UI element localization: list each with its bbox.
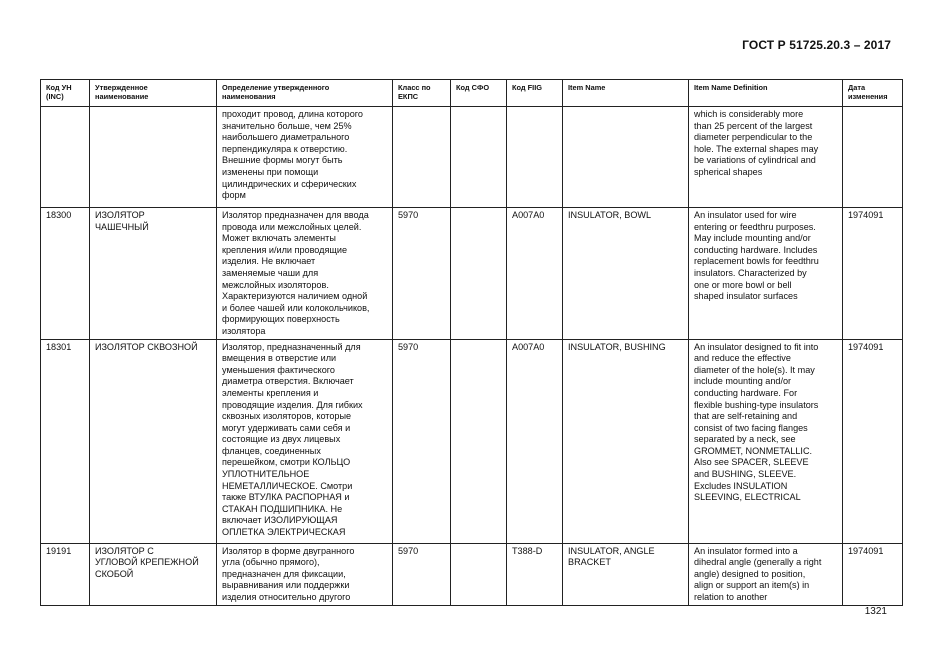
cell-sfo [451,543,507,605]
cell-sfo [451,208,507,340]
header-change-date-label: Дата изменения [848,83,888,102]
cell-inc-text: 18301 [46,341,72,352]
cell-definition-en-text: which is considerably more than 25 percent of the largest diameter perpendicular to the hole. The external shapes may be variations of cylindrical and spherical shapes [694,109,819,177]
cell-item-name-text: INSULATOR, BOWL [568,210,652,220]
cell-fiig [507,339,563,543]
header-sfo-code [451,80,507,107]
header-fiig-code [507,80,563,107]
cell-date [843,107,903,208]
header-definition-ru-label: Определение утвержденного наименования [222,83,330,102]
header-approved-name-label: Утвержденное наименование [95,83,149,102]
cell-inc [41,107,90,208]
header-sfo-code-label: Код СФО [456,83,490,92]
catalog-table [40,79,903,606]
header-item-name-definition-label: Item Name Definition [694,83,768,92]
header-inc-label: Код УН (INC) [46,83,72,102]
cell-date [843,543,903,605]
cell-name-ru [90,543,217,605]
cell-item-name [563,208,689,340]
table-header-row [41,80,903,107]
cell-name-ru-text: ИЗОЛЯТОР СКВОЗНОЙ [95,341,198,352]
header-fiig-code-label: Код FIIG [512,83,543,92]
cell-definition-ru-text: Изолятор, предназначенный для вмещения в отверстие или уменьшения фактического диаметра отверстия. Включает элементы крепления и проводящие изделия. Для гибких сквозных изоляторов, которые могут удерживать сами себя и состоящие из двух лицевых фланцев, соединенных перешейком, смотри КОЛЬЦО УПЛОТНИТЕЛЬНОЕ НЕМЕТАЛЛИЧЕСКОЕ. Смотри также ВТУЛКА РАСПОРНАЯ и СТАКАН ПОДШИПНИКА. Не включает ИЗОЛИРУЮЩАЯ ОПЛЕТКА ЭЛЕКТРИЧЕСКАЯ [222,341,363,538]
cell-definition-ru [217,107,393,208]
cell-definition-ru [217,339,393,543]
cell-definition-en-text: An insulator formed into a dihedral angle (generally a right angle) designed to position, align or support an item(s) in relation to another [694,545,822,602]
cell-date-text: 1974091 [848,341,884,352]
cell-item-name [563,339,689,543]
cell-definition-en [689,339,843,543]
cell-definition-en [689,543,843,605]
cell-inc [41,543,90,605]
page-number: 1321 [864,606,887,617]
cell-definition-ru [217,543,393,605]
cell-date-text: 1974091 [848,210,884,220]
cell-ekps-text: 5970 [398,341,419,352]
header-approved-name [90,80,217,107]
cell-date-text: 1974091 [848,545,884,556]
cell-fiig [507,107,563,208]
cell-fiig [507,208,563,340]
cell-ekps-text: 5970 [398,210,419,220]
cell-sfo [451,107,507,208]
cell-definition-en-text: An insulator designed to fit into and reduce the effective diameter of the hole(s). It may include mounting and/or conducting hardware. For flexible bushing-type insulators that are self-retaining and consist of two facing flanges separated by a neck, see GROMMET, NONMETALLIC. Also see SPACER, SLEEVE and BUSHING, SLEEVE. Excludes INSULATION SLEEVING, ELECTRICAL [694,341,819,503]
table-row [41,339,903,543]
header-change-date [843,80,903,107]
cell-fiig-text: A007A0 [512,210,545,220]
table-row [41,208,903,340]
cell-inc [41,208,90,340]
cell-name-ru [90,208,217,340]
header-item-name [563,80,689,107]
header-item-name-label: Item Name [568,83,606,92]
cell-date [843,208,903,340]
cell-item-name [563,107,689,208]
cell-definition-en-text: An insulator used for wire entering or feedthru purposes. May include mounting and/or conducting hardware. Includes replacement bowls for feedthru insulators. Characterized by one or more bowl or bell shaped insulator surfaces [694,210,819,302]
document-standard-number: ГОСТ Р 51725.20.3 – 2017 [742,38,891,52]
cell-definition-ru-text: проходит провод, длина которого значительно больше, чем 25% наибольшего диаметрального перпендикуляра к отверстию. Внешние формы могут быть изменены при помощи цилиндрических и сферических форм [222,109,363,201]
cell-name-ru [90,339,217,543]
header-inc [41,80,90,107]
cell-fiig-text: A007A0 [512,341,545,352]
cell-definition-en [689,208,843,340]
cell-item-name [563,543,689,605]
header-item-name-definition [689,80,843,107]
cell-definition-ru-text: Изолятор предназначен для ввода провода или межслойных целей. Может включать элементы крепления и/или проводящие изделия. Не включает заменяемые чаши для межслойных изоляторов. Характеризуются наличием одной и более чашей или колокольчиков, формирующих поверхность изолятора [222,210,370,336]
cell-definition-ru-text: Изолятор в форме двугранного угла (обычно прямого), предназначен для фиксации, выравнивания или поддержки изделия относительно другого [222,545,355,602]
table-row [41,543,903,605]
cell-inc-text: 19191 [46,545,72,556]
cell-definition-ru [217,208,393,340]
table-row [41,107,903,208]
cell-ekps [393,339,451,543]
cell-fiig-text: T388-D [512,545,543,556]
cell-fiig [507,543,563,605]
cell-name-ru-text: ИЗОЛЯТОР ЧАШЕЧНЫЙ [95,210,149,232]
cell-item-name-text: INSULATOR, ANGLE BRACKET [568,545,655,568]
cell-inc-text: 18300 [46,210,72,220]
cell-name-ru-text: ИЗОЛЯТОР С УГЛОВОЙ КРЕПЕЖНОЙ СКОБОЙ [95,545,199,579]
header-ekps-class [393,80,451,107]
cell-inc [41,339,90,543]
cell-definition-en [689,107,843,208]
cell-ekps-text: 5970 [398,545,419,556]
cell-ekps [393,208,451,340]
header-ekps-class-label: Класс по ЕКПС [398,83,431,102]
cell-date [843,339,903,543]
cell-name-ru [90,107,217,208]
cell-ekps [393,543,451,605]
header-definition-ru [217,80,393,107]
cell-ekps [393,107,451,208]
cell-sfo [451,339,507,543]
cell-item-name-text: INSULATOR, BUSHING [568,341,666,352]
